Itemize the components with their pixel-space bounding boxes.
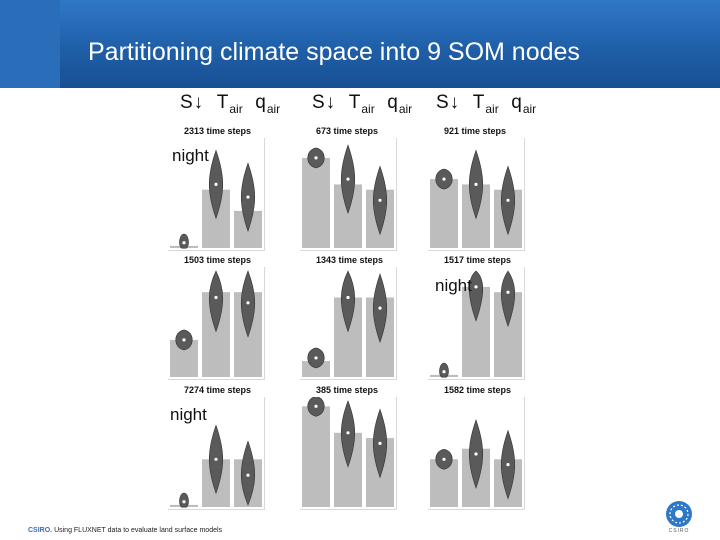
median-marker: [346, 296, 349, 299]
median-marker: [314, 405, 317, 408]
median-marker: [474, 183, 477, 186]
median-marker: [246, 301, 249, 304]
column-header-3: S↓ $T_{air}$ $q_{air}$: [436, 92, 537, 116]
som-node-panel: [300, 138, 397, 251]
median-marker: [474, 452, 477, 455]
median-marker: [442, 458, 445, 461]
footer-brand: CSIRO.: [28, 527, 53, 534]
median-marker: [182, 500, 185, 503]
violin-plot: [428, 138, 524, 250]
violin-plot: [428, 397, 524, 509]
som-node-panel: [300, 267, 397, 380]
slide-title: Partitioning climate space into 9 SOM nodes: [88, 38, 580, 66]
violin-plot: [300, 138, 396, 250]
median-marker: [314, 156, 317, 159]
median-marker: [182, 338, 185, 341]
node-caption: 1343 time steps: [316, 255, 384, 265]
night-label: night: [435, 276, 472, 295]
median-marker: [506, 291, 509, 294]
median-marker: [214, 296, 217, 299]
median-marker: [378, 307, 381, 310]
node-caption: 385 time steps: [316, 385, 379, 395]
median-marker: [246, 196, 249, 199]
node-caption: 2313 time steps: [184, 126, 252, 136]
median-marker: [506, 199, 509, 202]
night-label: night: [170, 405, 207, 424]
som-node-panel: [428, 397, 525, 510]
node-caption: 673 time steps: [316, 126, 379, 136]
bar-S↓: [430, 179, 458, 248]
median-marker: [442, 370, 445, 373]
banner-accent-strip: [0, 0, 62, 88]
median-marker: [346, 178, 349, 181]
median-marker: [314, 356, 317, 359]
median-marker: [246, 474, 249, 477]
bar-S↓: [302, 406, 330, 507]
node-caption: 1582 time steps: [444, 385, 512, 395]
violin-plot: [300, 267, 396, 379]
logo-text: CSIRO: [668, 528, 690, 534]
median-marker: [214, 183, 217, 186]
node-caption: 1503 time steps: [184, 255, 252, 265]
bar-S↓: [302, 158, 330, 248]
median-marker: [442, 178, 445, 181]
node-caption: 1517 time steps: [444, 255, 512, 265]
median-marker: [474, 285, 477, 288]
night-label: night: [172, 146, 209, 165]
footer-text: Using FLUXNET data to evaluate land surface models: [52, 527, 223, 534]
title-banner: [0, 0, 720, 88]
som-node-panel: [168, 267, 265, 380]
footer: [28, 527, 222, 534]
median-marker: [378, 442, 381, 445]
violin-plot: [300, 397, 396, 509]
violin-plot: [168, 267, 264, 379]
median-marker: [214, 458, 217, 461]
median-marker: [346, 431, 349, 434]
column-header-1: S↓ $T_{air}$ $q_{air}$: [180, 92, 281, 116]
median-marker: [378, 199, 381, 202]
node-caption: 921 time steps: [444, 126, 507, 136]
node-caption: 7274 time steps: [184, 385, 252, 395]
som-node-panel: [300, 397, 397, 510]
median-marker: [506, 463, 509, 466]
median-marker: [182, 241, 185, 244]
som-node-panel: [428, 138, 525, 251]
column-header-2: S↓ $T_{air}$ $q_{air}$: [312, 92, 413, 116]
